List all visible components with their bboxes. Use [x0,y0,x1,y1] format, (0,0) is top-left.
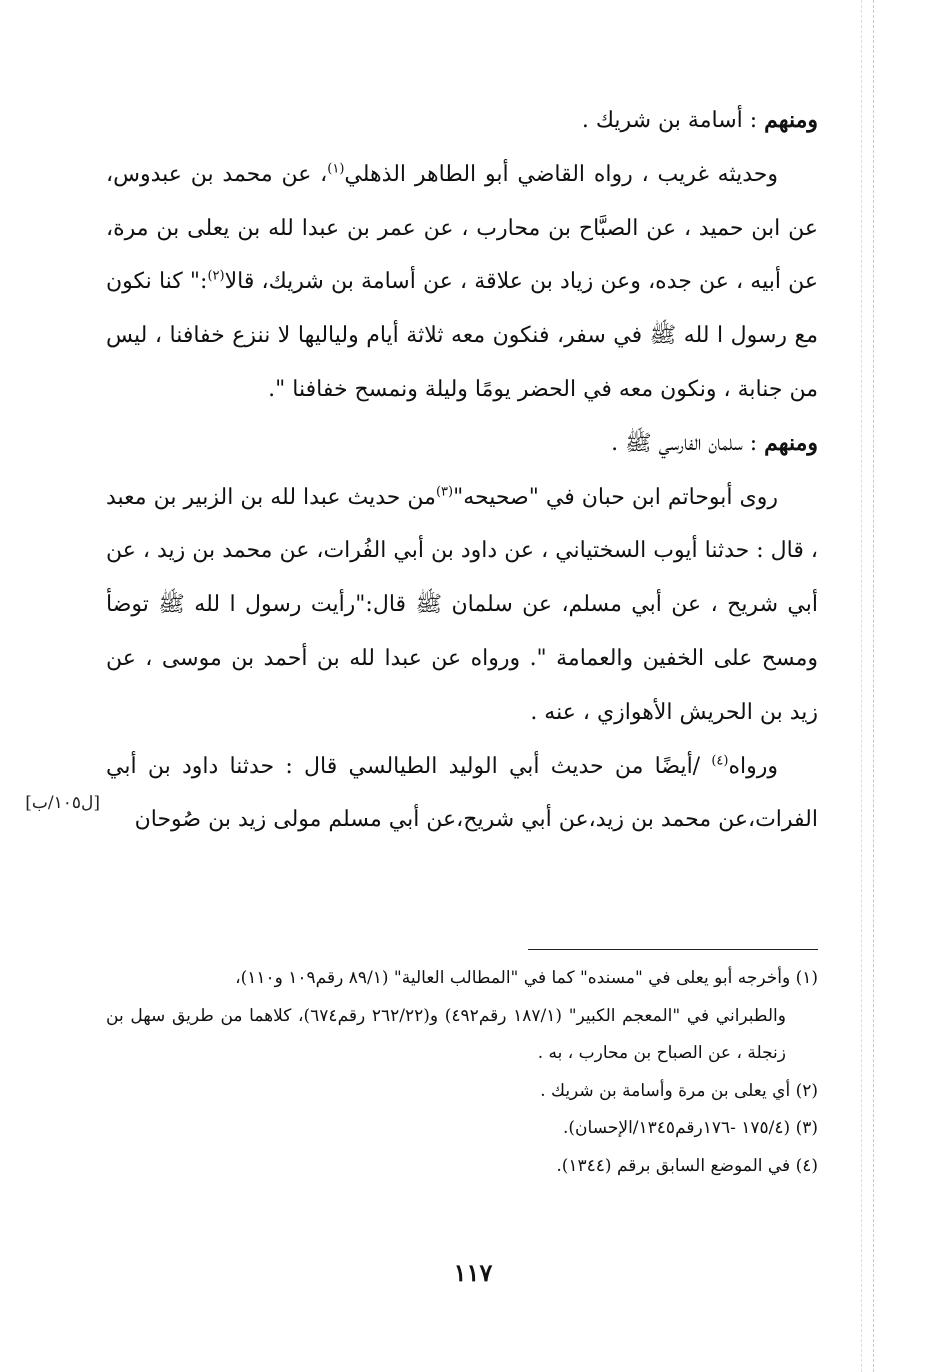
footnote-3: (٣) (١٧٥/٤ -١٧٦رقم١٣٤٥/الإحسان). [563,1118,818,1139]
footnote-separator [528,949,818,950]
para-text: ، عن محمد بن عبدوس، عن ابن حميد ، عن الصبَّاح بن محارب ، عن عمر بن عبدا لله بن يعلى بن مرة، عن أبيه ، عن جده، وعن زياد بن علاقة ، عن أسامة بن شريك، قالا [106,161,818,295]
page-edge-line-inner [861,0,862,1372]
para-text: :" كنا نكون مع رسول ا لله ﷺ في سفر، فنكون معه ثلاثة أيام ولياليها لا ننزع خفافنا ، ليس من جنابة ، ونكون معه في الحضر يومًا وليلة ونمسح خفافنا ". [106,269,818,402]
para-text: وحديثه غريب ، رواه القاضي أبو الطاهر الذهلي [344,161,779,187]
footnote-2: (٢) أي يعلى بن مرة وأسامة بن شريك . [540,1080,818,1101]
heading-keyword: ومنهم [764,429,818,456]
footnote-ref[interactable]: (١) [327,161,345,177]
page-number: ١١٧ [453,1258,493,1287]
footnote-1-continuation: والطبراني في "المعجم الكبير" (١٨٧/١ رقم٤٩٢) و(٢٦٢/٢٢ رقم٦٧٤)، كلاهما من طريق سهل بن زنجلة ، عن الصباح بن محارب ، به . [106,1005,786,1064]
footnote-ref[interactable]: (٤) [711,753,729,769]
heading-text: : أسامة بن شريك . [581,108,765,133]
para-text: من حديث عبدا لله بن الزبير بن معبد ، قال : حدثنا أيوب السختياني ، عن داود بن أبي الفُرات، عن محمد بن زيد ، عن أبي شريح ، عن أبي مسلم، عن سلمان ﷺ قال:"رأيت رسول ا لله ﷺ توضأ ومسح على الخفين والعمامة ". ورواه عن عبدا لله بن أحمد بن موسى ، عن زيد بن الحريش الأهوازي ، عنه . [106,484,819,725]
para-text: /أيضًا من حديث أبي الوليد الطيالسي قال : حدثنا داود بن أبي الفرات،عن محمد بن زيد،عن أبي شريح،عن أبي مسلم مولى زيد بن صُوحان [106,753,818,833]
main-text [106,94,818,847]
heading-keyword: ومنهم [764,107,818,133]
footnote-text: (١) وأخرجه أبو يعلى في "مسنده" كما في "المطالب العالية" (٨٩/١ رقم١٠٩ و١١٠)، [235,968,818,988]
footnote-1 [106,960,818,998]
page-edge-line [873,0,874,1372]
footnote-ref[interactable]: (٣) [435,484,454,500]
heading-text: : سلمان الفارسي ﷺ . [611,430,765,456]
para-text: ورواه [728,753,778,779]
manuscript-folio-marker: [ل١٠٥/ب] [25,793,100,813]
heading-salman [106,417,818,471]
paragraph-usama-hadith [106,148,818,417]
footnotes [106,960,818,1186]
paragraph-riwaya [106,740,818,848]
para-text: روى أبوحاتم ابن حبان في "صحيحه" [453,484,778,510]
heading-usama [106,94,818,148]
footnote-4: (٤) في الموضع السابق برقم (١٣٤٤). [556,1155,818,1176]
paragraph-salman-hadith [106,471,818,740]
footnote-ref[interactable]: (٢) [207,269,225,285]
